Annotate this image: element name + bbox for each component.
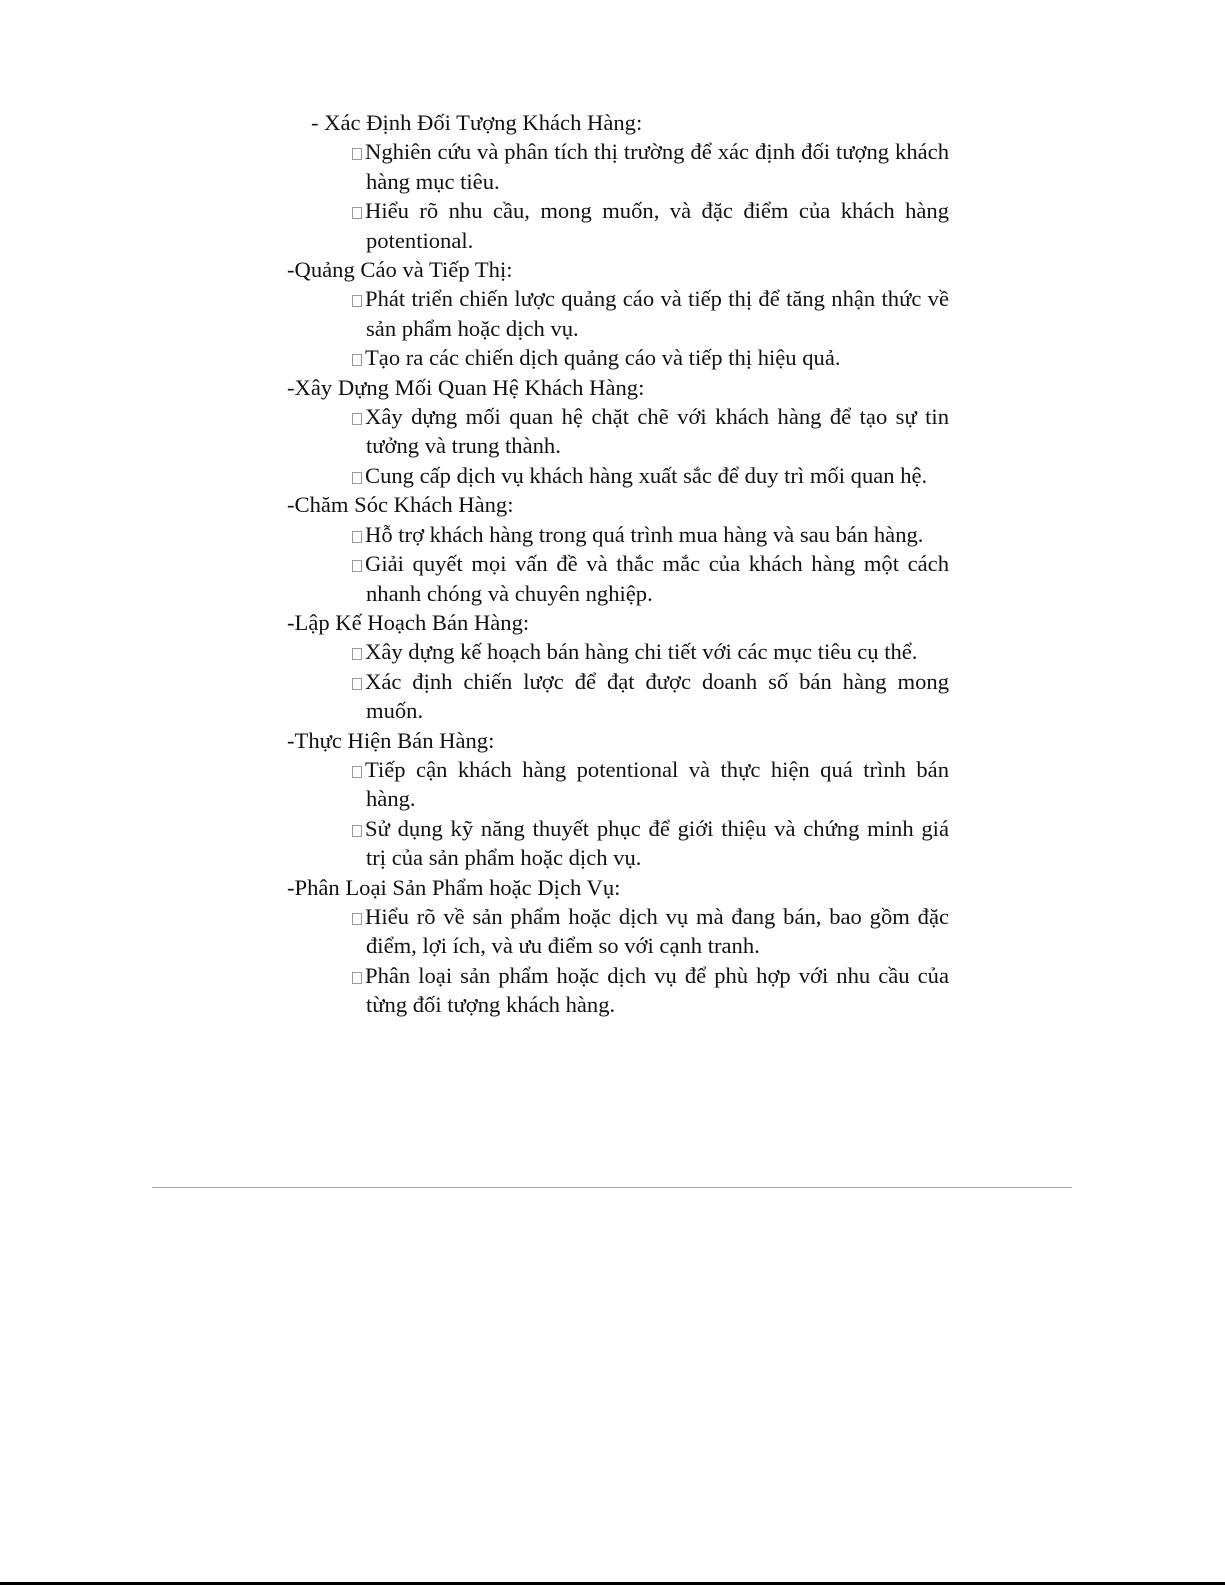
bullet-box-icon — [352, 913, 362, 925]
bullet-text-wrap — [343, 520, 949, 549]
bullet-text-wrap — [343, 755, 949, 814]
bullet-text-wrap — [343, 461, 949, 490]
bullet-item — [343, 461, 949, 490]
bullet-item — [343, 402, 949, 461]
page-divider — [152, 1187, 1072, 1188]
bullet-box-icon — [352, 648, 362, 660]
bullet-text-wrap — [343, 961, 949, 1020]
bullet-text: Tiếp cận khách hàng potentional và thực hiện quá trình bán hàng. — [365, 756, 949, 812]
section-heading: - Xác Định Đối Tượng Khách Hàng: — [311, 110, 643, 135]
bullet-item — [343, 343, 949, 372]
bullet-text: Xác định chiến lược để đạt được doanh số bán hàng mong muốn. — [365, 668, 949, 724]
bullet-box-icon — [352, 354, 362, 366]
bullet-text-wrap — [343, 814, 949, 873]
bullet-text: Xây dựng mối quan hệ chặt chẽ với khách hàng để tạo sự tin tưởng và trung thành. — [365, 404, 949, 459]
bullet-box-icon — [352, 678, 362, 690]
bullet-item — [343, 637, 949, 666]
bullet-item — [343, 902, 949, 961]
bullet-text: Tạo ra các chiến dịch quảng cáo và tiếp thị hiệu quả. — [365, 345, 841, 371]
bullet-item — [343, 137, 949, 196]
bullet-item — [343, 196, 949, 255]
section-heading: -Phân Loại Sản Phẩm hoặc Dịch Vụ: — [287, 874, 621, 900]
bullet-text-wrap — [343, 402, 949, 461]
document-body — [287, 108, 949, 1020]
bullet-box-icon — [352, 531, 362, 543]
section-heading: -Quảng Cáo và Tiếp Thị: — [287, 257, 513, 283]
bullet-text-wrap — [343, 637, 949, 666]
bullet-box-icon — [352, 207, 362, 219]
bullet-text-wrap — [343, 196, 949, 255]
bullet-text: Hiểu rõ về sản phẩm hoặc dịch vụ mà đang bán, bao gồm đặc điểm, lợi ích, và ưu điểm so với cạnh tranh. — [365, 903, 949, 959]
bullet-text-wrap — [343, 902, 949, 961]
bullet-text: Phát triển chiến lược quảng cáo và tiếp thị để tăng nhận thức về sản phẩm hoặc dịch vụ. — [365, 286, 949, 341]
bullet-item — [343, 520, 949, 549]
bullet-text-wrap — [343, 343, 949, 372]
bullet-text-wrap — [343, 667, 949, 726]
bullet-item — [343, 549, 949, 608]
bullet-text: Cung cấp dịch vụ khách hàng xuất sắc để duy trì mối quan hệ. — [365, 462, 928, 488]
bullet-text: Giải quyết mọi vấn đề và thắc mắc của khách hàng một cách nhanh chóng và chuyên nghiệp. — [365, 551, 949, 606]
bullet-text: Hiểu rõ nhu cầu, mong muốn, và đặc điểm của khách hàng potentional. — [365, 198, 949, 253]
bullet-box-icon — [352, 472, 362, 484]
section-heading: -Lập Kế Hoạch Bán Hàng: — [287, 609, 530, 635]
bullet-text: Nghiên cứu và phân tích thị trường để xác định đối tượng khách hàng mục tiêu. — [365, 139, 949, 194]
bullet-box-icon — [352, 825, 362, 837]
bullet-box-icon — [352, 766, 362, 778]
bullet-item — [343, 814, 949, 873]
bullet-text: Xây dựng kế hoạch bán hàng chi tiết với các mục tiêu cụ thể. — [365, 639, 918, 665]
bullet-box-icon — [352, 413, 362, 425]
bullet-item — [343, 961, 949, 1020]
bullet-text: Sử dụng kỹ năng thuyết phục để giới thiệu và chứng minh giá trị của sản phẩm hoặc dịch vụ. — [365, 815, 949, 871]
bullet-text-wrap — [343, 284, 949, 343]
section-heading: -Chăm Sóc Khách Hàng: — [287, 492, 514, 518]
bullet-item — [343, 284, 949, 343]
section-heading: -Thực Hiện Bán Hàng: — [287, 727, 495, 753]
bullet-item — [343, 755, 949, 814]
bullet-box-icon — [352, 148, 362, 160]
bullet-text: Hỗ trợ khách hàng trong quá trình mua hàng và sau bán hàng. — [365, 521, 924, 547]
section-heading: -Xây Dựng Mối Quan Hệ Khách Hàng: — [287, 374, 645, 400]
bullet-box-icon — [352, 560, 362, 572]
bullet-box-icon — [352, 295, 362, 307]
bullet-text-wrap — [343, 549, 949, 608]
bullet-item — [343, 667, 949, 726]
bullet-text-wrap — [343, 137, 949, 196]
bullet-box-icon — [352, 972, 362, 984]
bullet-text: Phân loại sản phẩm hoặc dịch vụ để phù hợp với nhu cầu của từng đối tượng khách hàng. — [365, 962, 949, 1018]
